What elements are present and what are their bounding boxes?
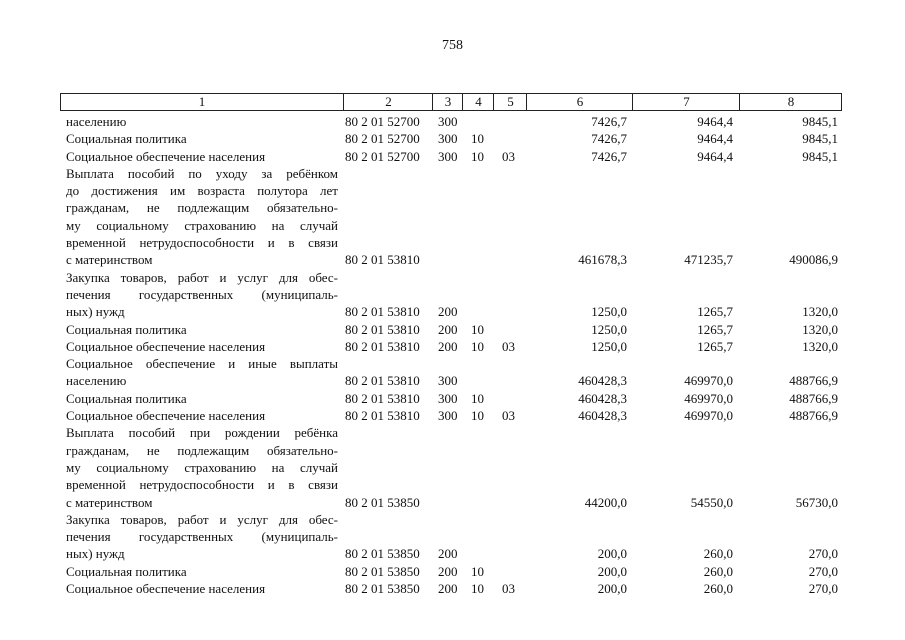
table-row <box>0 269 905 321</box>
row-name <box>66 148 338 165</box>
row-value-col7: 54550,0 <box>690 494 733 510</box>
row-expense-type: 200 <box>438 321 458 337</box>
row-value-col8: 56730,0 <box>795 494 838 510</box>
row-subsection: 03 <box>502 581 515 597</box>
row-name <box>66 511 338 563</box>
row-section: 10 <box>471 581 484 597</box>
row-section: 10 <box>471 321 484 337</box>
row-name-line: населению <box>66 114 127 129</box>
page-number: 758 <box>442 38 463 53</box>
row-value-col7: 469970,0 <box>684 373 733 389</box>
row-value-col6: 7426,7 <box>591 114 627 129</box>
row-name-line: Закупка товаров, работ и услуг для обес- <box>66 269 338 285</box>
row-value-col8: 9845,1 <box>802 131 838 147</box>
row-value-col7: 9464,4 <box>697 114 733 129</box>
row-expense-type: 200 <box>438 304 458 320</box>
row-code: 80 2 01 53850 <box>345 563 420 579</box>
row-code: 80 2 01 53810 <box>345 373 420 389</box>
row-value-col7: 1265,7 <box>697 338 733 354</box>
row-name-line: му социальному страхованию на случай <box>66 459 338 475</box>
header-col-1: 1 <box>198 94 206 109</box>
row-value-col8: 1320,0 <box>802 304 838 320</box>
table-row <box>0 563 905 580</box>
row-name-line: Социальная политика <box>66 131 187 147</box>
row-name-line: Выплата пособий при рождении ребёнка <box>66 425 338 441</box>
row-name-line: Социальное обеспечение и иные выплаты <box>66 356 338 372</box>
row-name-line: Выплата пособий по уходу за ребёнком <box>66 165 338 181</box>
row-name <box>66 165 338 269</box>
row-name-line: Социальное обеспечение населения <box>66 338 266 354</box>
table-header <box>60 93 842 111</box>
row-value-col8: 270,0 <box>808 546 838 562</box>
row-name-line: с материнством <box>66 494 153 510</box>
header-col-7: 7 <box>632 94 740 110</box>
table-row <box>0 130 905 147</box>
row-name <box>66 580 338 597</box>
row-value-col8: 1320,0 <box>802 338 838 354</box>
row-expense-type: 300 <box>438 390 458 406</box>
row-value-col6: 1250,0 <box>591 304 627 320</box>
row-name-line: Закупка товаров, работ и услуг для обес- <box>66 511 338 527</box>
row-name-line: с материнством <box>66 252 153 268</box>
row-subsection: 03 <box>502 408 515 424</box>
row-name-line: гражданам, не подлежащим обязательно- <box>66 442 338 458</box>
row-code: 80 2 01 53810 <box>345 408 420 424</box>
row-value-col7: 260,0 <box>703 546 733 562</box>
row-name-line: Социальное обеспечение населения <box>66 148 266 164</box>
row-section: 10 <box>471 131 484 147</box>
row-code: 80 2 01 53810 <box>345 304 420 320</box>
row-value-col8: 270,0 <box>808 581 838 597</box>
row-expense-type: 200 <box>438 338 458 354</box>
row-value-col6: 7426,7 <box>591 148 627 164</box>
row-name-line: му социальному страхованию на случай <box>66 217 338 233</box>
table-row <box>0 113 905 130</box>
row-expense-type: 200 <box>438 563 458 579</box>
row-value-col8: 490086,9 <box>789 252 838 268</box>
row-value-col7: 469970,0 <box>684 390 733 406</box>
table-row <box>0 148 905 165</box>
row-value-col7: 260,0 <box>703 581 733 597</box>
row-name-line: гражданам, не подлежащим обязательно- <box>66 200 338 216</box>
row-name <box>66 269 338 321</box>
row-name-line: до достижения им возраста полутора лет <box>66 183 338 199</box>
table-body <box>0 113 905 597</box>
row-subsection: 03 <box>502 338 515 354</box>
table-row <box>0 321 905 338</box>
header-col-6: 6 <box>526 94 633 110</box>
row-name-line: Социальное обеспечение населения <box>66 408 266 424</box>
row-value-col8: 9845,1 <box>802 148 838 164</box>
row-expense-type: 300 <box>438 131 458 147</box>
row-name-line: Социальная политика <box>66 563 187 579</box>
row-name <box>66 355 338 390</box>
table-row <box>0 165 905 269</box>
header-col-8: 8 <box>739 94 842 110</box>
row-value-col8: 488766,9 <box>789 390 838 406</box>
row-code: 80 2 01 53810 <box>345 390 420 406</box>
row-code: 80 2 01 52700 <box>345 114 420 129</box>
table-row <box>0 407 905 424</box>
row-name-line: Социальная политика <box>66 390 187 406</box>
header-col-5: 5 <box>493 94 527 110</box>
row-value-col6: 1250,0 <box>591 338 627 354</box>
row-value-col6: 44200,0 <box>584 494 627 510</box>
row-value-col6: 460428,3 <box>578 408 627 424</box>
row-name-line: Социальная политика <box>66 321 187 337</box>
row-expense-type: 300 <box>438 373 458 389</box>
row-value-col7: 1265,7 <box>697 321 733 337</box>
table-row <box>0 390 905 407</box>
table-row <box>0 511 905 563</box>
row-name-line: ных) нужд <box>66 304 125 320</box>
row-name <box>66 321 338 338</box>
row-value-col8: 488766,9 <box>789 408 838 424</box>
row-name-line: печения государственных (муниципаль- <box>66 286 338 302</box>
row-expense-type: 300 <box>438 148 458 164</box>
row-section: 10 <box>471 408 484 424</box>
row-name-line: временной нетрудоспособности и в связи <box>66 235 338 251</box>
row-name <box>66 407 338 424</box>
row-expense-type: 300 <box>438 408 458 424</box>
row-value-col6: 200,0 <box>597 546 627 562</box>
row-value-col7: 9464,4 <box>697 131 733 147</box>
row-code: 80 2 01 53850 <box>345 494 420 510</box>
row-value-col8: 1320,0 <box>802 321 838 337</box>
row-section: 10 <box>471 338 484 354</box>
row-name-line: ных) нужд <box>66 546 125 562</box>
row-value-col7: 1265,7 <box>697 304 733 320</box>
row-name <box>66 390 338 407</box>
table-row <box>0 424 905 511</box>
row-section: 10 <box>471 148 484 164</box>
row-code: 80 2 01 53810 <box>345 321 420 337</box>
row-subsection: 03 <box>502 148 515 164</box>
row-value-col6: 461678,3 <box>578 252 627 268</box>
row-code: 80 2 01 53810 <box>345 252 420 268</box>
row-value-col7: 260,0 <box>703 563 733 579</box>
row-value-col8: 9845,1 <box>802 114 838 129</box>
row-name-line: населению <box>66 373 127 389</box>
row-value-col6: 7426,7 <box>591 131 627 147</box>
row-code: 80 2 01 52700 <box>345 148 420 164</box>
row-value-col6: 460428,3 <box>578 390 627 406</box>
row-name <box>66 113 338 130</box>
row-expense-type: 300 <box>438 114 458 129</box>
row-value-col6: 200,0 <box>597 581 627 597</box>
row-name-line: печения государственных (муниципаль- <box>66 529 338 545</box>
header-col-4: 4 <box>462 94 494 110</box>
table-row <box>0 355 905 390</box>
row-name <box>66 338 338 355</box>
row-value-col8: 488766,9 <box>789 373 838 389</box>
row-name-line: временной нетрудоспособности и в связи <box>66 477 338 493</box>
row-value-col7: 471235,7 <box>684 252 733 268</box>
header-col-3: 3 <box>432 94 463 110</box>
row-code: 80 2 01 53810 <box>345 338 420 354</box>
row-code: 80 2 01 52700 <box>345 131 420 147</box>
table-row <box>0 580 905 597</box>
row-expense-type: 200 <box>438 581 458 597</box>
row-name <box>66 424 338 510</box>
row-code: 80 2 01 53850 <box>345 581 420 597</box>
row-value-col8: 270,0 <box>808 563 838 579</box>
row-section: 10 <box>471 563 484 579</box>
header-col-2: 2 <box>343 94 433 110</box>
row-code: 80 2 01 53850 <box>345 546 420 562</box>
row-section: 10 <box>471 390 484 406</box>
row-expense-type: 200 <box>438 546 458 562</box>
row-value-col7: 469970,0 <box>684 408 733 424</box>
row-value-col6: 460428,3 <box>578 373 627 389</box>
row-value-col7: 9464,4 <box>697 148 733 164</box>
table-row <box>0 338 905 355</box>
row-name <box>66 130 338 147</box>
row-value-col6: 1250,0 <box>591 321 627 337</box>
row-name <box>66 563 338 580</box>
row-value-col6: 200,0 <box>597 563 627 579</box>
row-name-line: Социальное обеспечение населения <box>66 581 266 597</box>
